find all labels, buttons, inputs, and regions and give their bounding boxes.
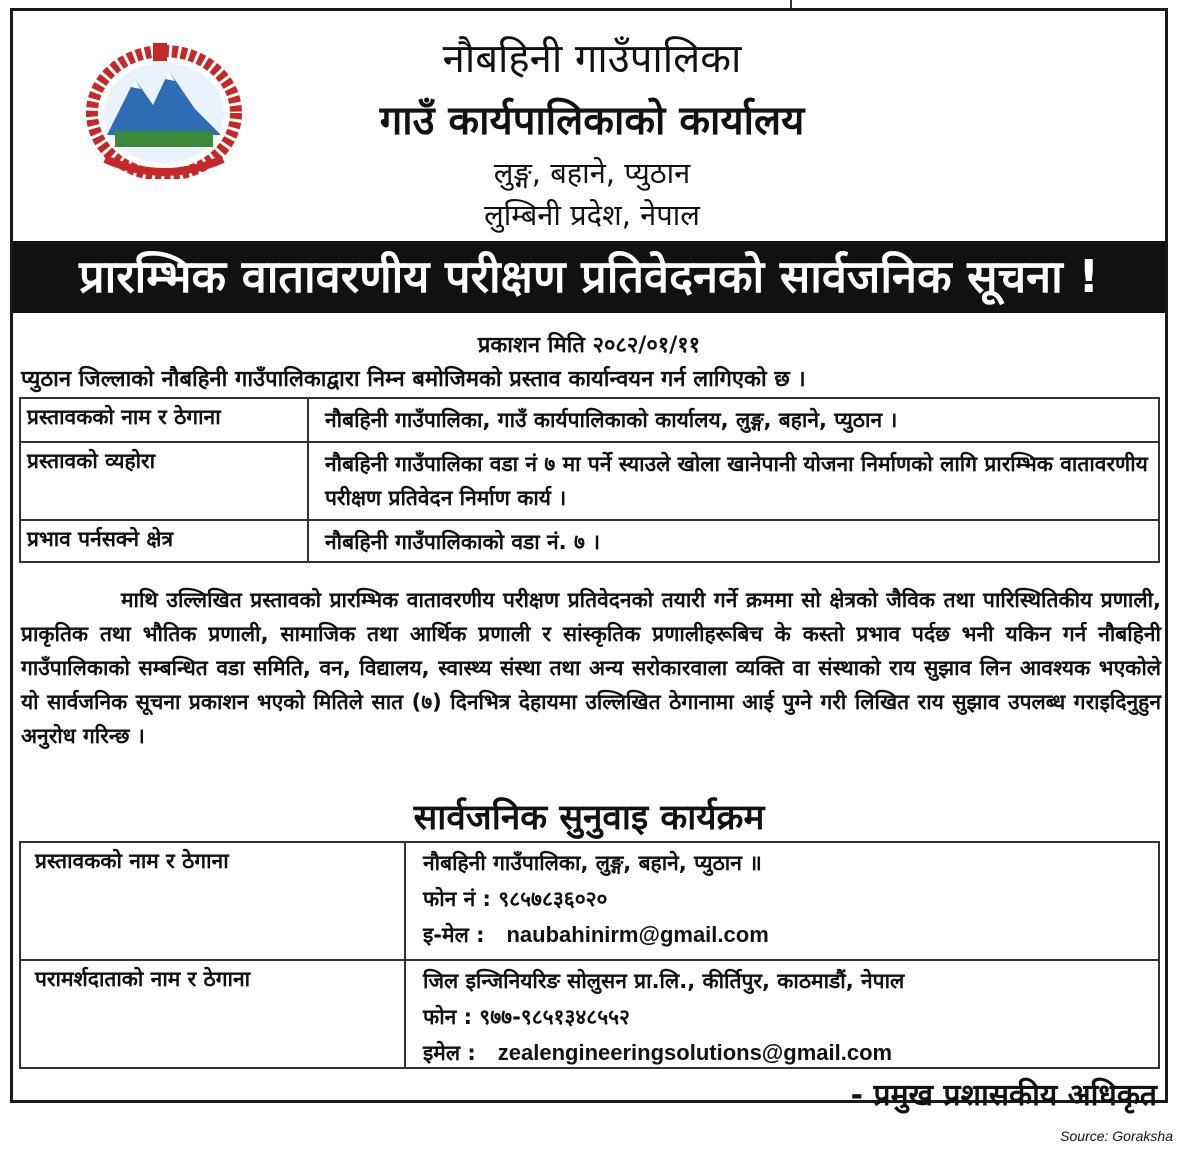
consultant-email-line	[423, 1035, 1154, 1071]
source-credit: Source: Goraksha	[1060, 1128, 1173, 1144]
public-hearing-title: सार्वजनिक सुनुवाइ कार्यक्रम	[413, 798, 765, 838]
office-name: गाउँ कार्यपालिकाको कार्यालय	[379, 98, 805, 144]
notice-frame	[10, 8, 1168, 1113]
hearing-row-value	[419, 843, 1158, 959]
province-line: लुम्बिनी प्रदेश, नेपाल	[484, 198, 700, 232]
proposal-row-value: नौबहिनी गाउँपालिकाको वडा नं. ७ ।	[325, 530, 601, 554]
office-address: लुङ्ग, बहाने, प्युठान	[493, 156, 691, 190]
proposal-row-label: प्रभाव पर्नसक्ने क्षेत्र	[21, 521, 309, 561]
proposer-email: naubahinirm@gmail.com	[506, 922, 769, 947]
top-divider	[790, 0, 792, 8]
proposer-email-line	[423, 917, 1154, 953]
proposal-row-label: प्रस्तावकको नाम र ठेगाना	[21, 399, 309, 441]
publication-date: प्रकाशन मिति २०८२/०१/११	[477, 333, 701, 358]
proposal-row-impact-area	[19, 519, 1160, 563]
proposal-row-value: नौबहिनी गाउँपालिका वडा नं ७ मा पर्ने स्याउले खोला खानेपानी योजना निर्माणको लागि प्रारम्भिक वातावरणीय परीक्षण प्रतिवेदन निर्माण कार्य ।	[325, 452, 1148, 510]
proposer-phone: फोन नं : ९८५७८३६०२०	[423, 887, 608, 911]
intro-text: प्युठान जिल्लाको नौबहिनी गाउँपालिकाद्वारा निम्न बमोजिमको प्रस्ताव कार्यान्वयन गर्न लागिएको छ ।	[21, 367, 806, 392]
proposal-row-proposer	[19, 397, 1160, 441]
signatory: - प्रमुख प्रशासकीय अधिकृत	[850, 1078, 1157, 1113]
municipality-name: नौबहिनी गाउँपालिका	[442, 36, 742, 82]
hearing-row-label: परामर्शदाताको नाम र ठेगाना	[21, 961, 406, 1067]
notice-title-banner: प्रारम्भिक वातावरणीय परीक्षण प्रतिवेदनको सार्वजनिक सूचना !	[13, 241, 1165, 313]
proposer-name: नौबहिनी गाउँपालिका, लुङ्ग, बहाने, प्युठान ॥	[423, 851, 762, 875]
hearing-row-value	[419, 961, 1158, 1067]
notice-body-paragraph: माथि उल्लिखित प्रस्तावको प्रारम्भिक वातावरणीय परीक्षण प्रतिवेदनको तयारी गर्ने क्रममा सो क्षेत्रको जैविक तथा पारिस्थितिकीय प्रणाली, प्राकृतिक तथा भौतिक प्रणाली, सामाजिक तथा आर्थिक प्रणाली र सांस्कृतिक प्रणालीहरूबिच के कस्तो प्रभाव पर्दछ भनी यकिन गर्न नौबहिनी गाउँपालिकाको सम्बन्धित वडा समिति, वन, विद्यालय, स्वास्थ्य संस्था तथा अन्य सरोकारवाला व्यक्ति वा संस्थाको राय सुझाव लिन आवश्यक भएकोले यो सार्वजनिक सूचना प्रकाशन भएको मितिले सात (७) दिनभित्र देहायमा उल्लिखित ठेगानामा आई पुग्ने गरी लिखित राय सुझाव उपलब्ध गराइदिनुहुन अनुरोध गरिन्छ ।	[21, 588, 1161, 748]
proposal-row-value: नौबहिनी गाउँपालिका, गाउँ कार्यपालिकाको कार्यालय, लुङ्ग, बहाने, प्युठान ।	[325, 408, 898, 432]
proposal-row-description	[19, 441, 1160, 519]
email-label: इ-मेल :	[423, 923, 485, 947]
consultant-phone: फोन : ९७७-९८५१३४८५५२	[423, 1005, 630, 1029]
hearing-row-label: प्रस्तावकको नाम र ठेगाना	[21, 843, 406, 959]
hearing-row-proposer	[19, 841, 1160, 959]
email-label: इमेल :	[423, 1041, 476, 1065]
consultant-email: zealengineeringsolutions@gmail.com	[497, 1040, 893, 1065]
hearing-row-consultant	[19, 959, 1160, 1069]
consultant-name: जिल इन्जिनियरिङ सोलुसन प्रा.लि., कीर्तिपुर, काठमाडौं, नेपाल	[423, 969, 905, 993]
proposal-row-label: प्रस्तावको व्यहोरा	[21, 443, 309, 519]
